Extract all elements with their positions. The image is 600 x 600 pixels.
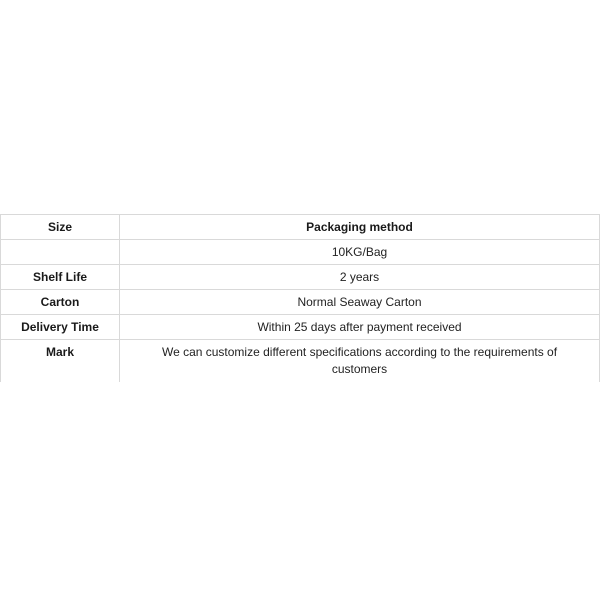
header-packaging-cell: Packaging method	[120, 215, 600, 240]
row-label-cell: Delivery Time	[1, 315, 120, 340]
table-row	[1, 340, 600, 383]
spec-table	[0, 214, 600, 382]
table-row	[1, 240, 600, 265]
table-header-row	[1, 215, 600, 240]
row-value-cell: Normal Seaway Carton	[120, 290, 600, 315]
row-label-cell: Shelf Life	[1, 265, 120, 290]
table-row	[1, 265, 600, 290]
row-value-text: We can customize different specifications according to the requirements of customers	[161, 345, 558, 376]
row-label-cell	[1, 240, 120, 265]
row-label-cell: Mark	[1, 340, 120, 383]
row-value-cell: 10KG/Bag	[120, 240, 600, 265]
row-value-cell	[120, 340, 600, 383]
table-row	[1, 290, 600, 315]
row-value-cell: Within 25 days after payment received	[120, 315, 600, 340]
header-size-cell: Size	[1, 215, 120, 240]
row-label-cell: Carton	[1, 290, 120, 315]
table-row	[1, 315, 600, 340]
row-value-cell: 2 years	[120, 265, 600, 290]
